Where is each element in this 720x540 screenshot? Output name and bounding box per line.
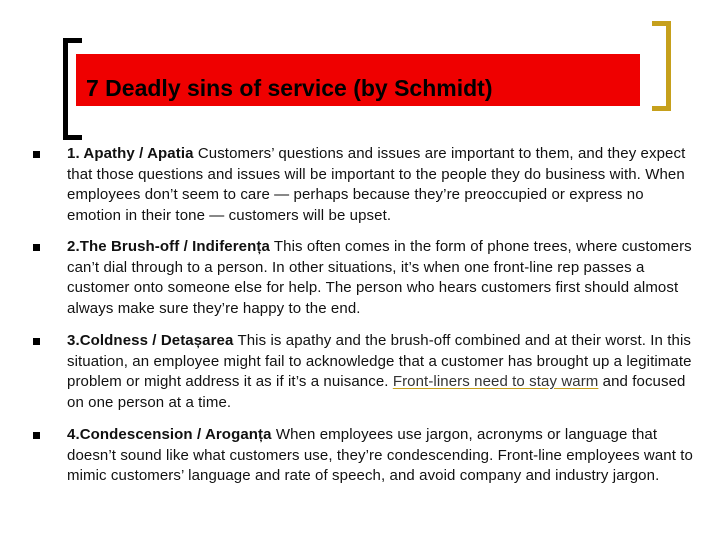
list-item-text	[67, 331, 695, 413]
list-item-text	[67, 237, 695, 319]
item-body-tail: and focused on one person at a time.	[67, 373, 686, 411]
list-item-text	[67, 144, 695, 226]
item-heading: 3.Coldness / Detașarea	[67, 332, 234, 349]
item-body: Customers’ questions and issues are important to them, and they expect that those questions and issues will be important to the people they do business with. When employees don’t seem to care — perhaps because they’re preoccupied or express no emotion in their tone — customers will be upset.	[67, 145, 686, 224]
bullet-icon	[33, 151, 40, 158]
bullet-icon	[33, 244, 40, 251]
list-item-text	[67, 425, 695, 487]
bullet-icon	[33, 432, 40, 439]
item-body: This is apathy and the brush-off combined and at their worst. In this situation, an employee might fail to acknowledge that a customer has brought up a legitimate problem or might address it as if it’s a nuisance.	[67, 332, 692, 390]
item-link[interactable]: Front-liners need to stay warm	[392, 373, 599, 390]
item-body: This often comes in the form of phone trees, where customers can’t dial through to a person. In other situations, it’s when one front-line rep passes a customer onto someone else for help. The person who hears customers first should almost always make sure they’re happy to the end.	[67, 238, 692, 317]
slide-title: 7 Deadly sins of service (by Schmidt)	[86, 75, 493, 101]
item-heading: 1. Apathy / Apatia	[67, 145, 198, 162]
item-body: When employees use jargon, acronyms or language that doesn’t sound like what customers use, they’re condescending. Front-line employees want to mimic customers’ language and rate of speech, and avoid company and industry jargon.	[67, 426, 693, 484]
item-heading: 2.The Brush-off / Indiferența	[67, 238, 270, 255]
bullet-icon	[33, 338, 40, 345]
item-heading: 4.Condescension / Aroganța	[67, 426, 272, 443]
